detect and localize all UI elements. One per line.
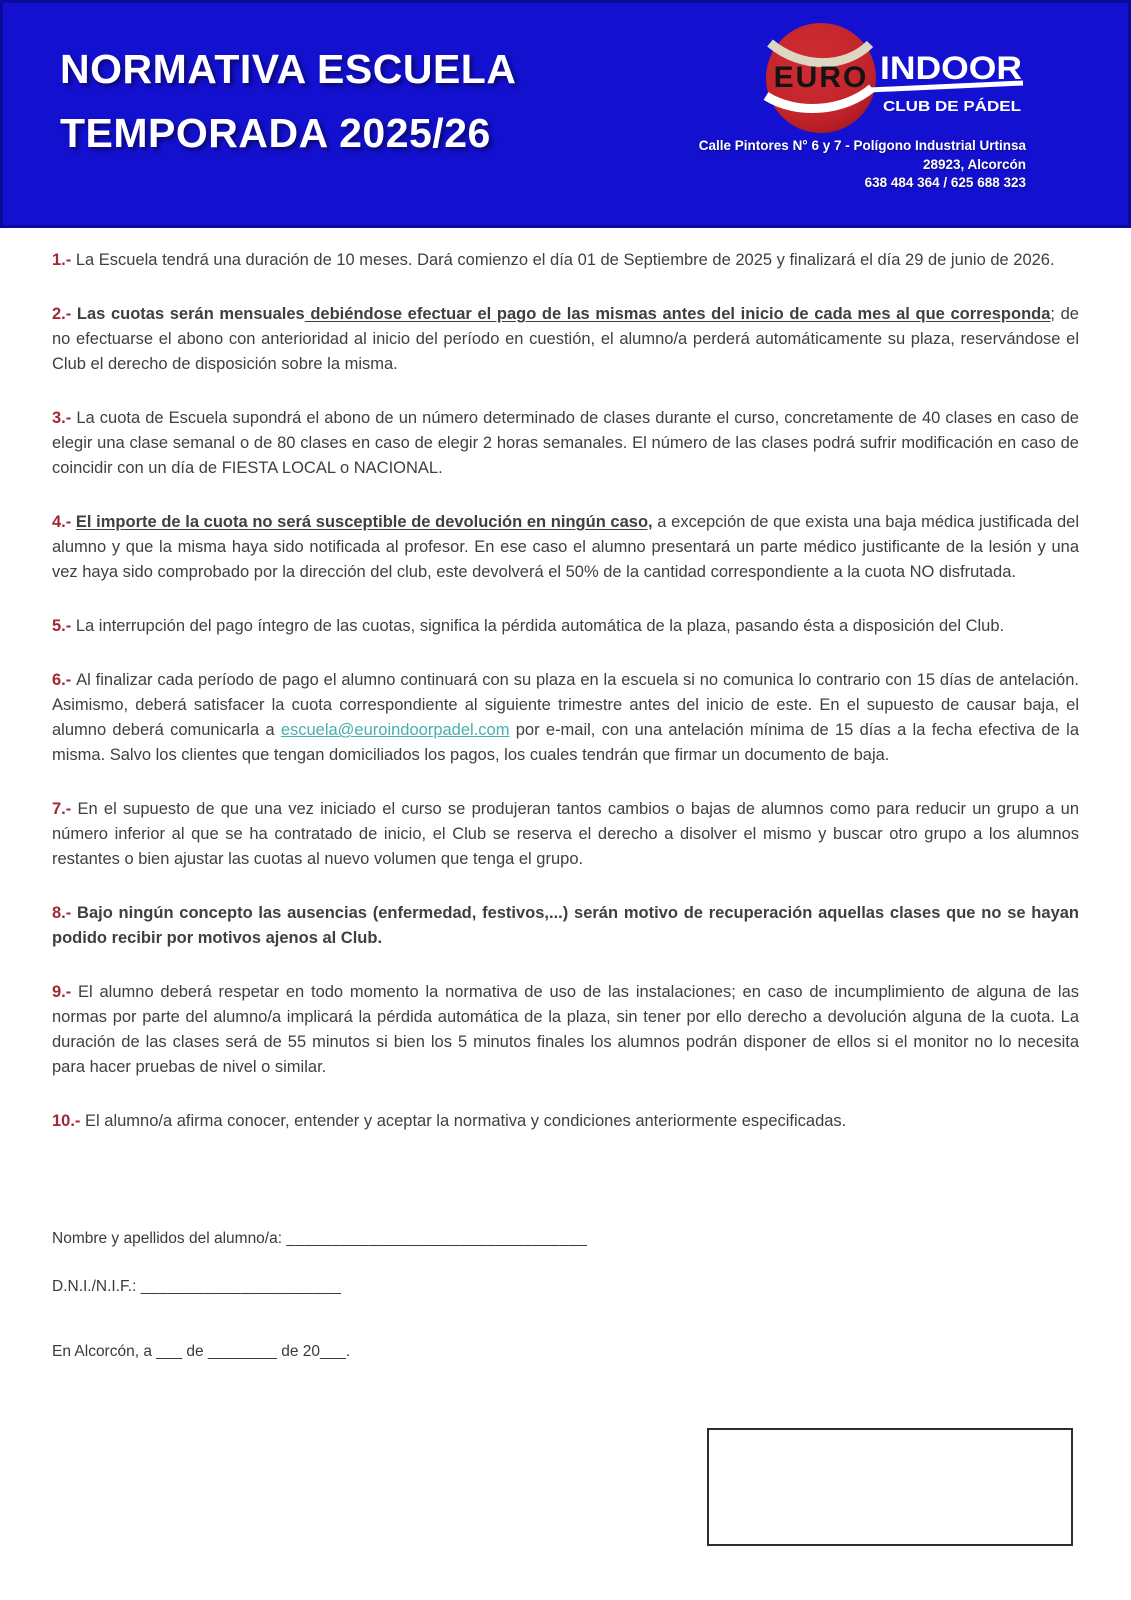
signature-box[interactable]	[707, 1428, 1073, 1546]
rule-text-segment: a excepción de que exista una baja médica justificada del alumno y que la misma haya sido notificada al profesor. En ese caso el alumno presentará un parte médico justificante de la lesión y una vez haya sido comprobado por la dirección del club, este devolverá el 50% de la cantidad correspondiente a la cuota NO disfrutada.	[52, 513, 1080, 581]
title-line-2: TEMPORADA 2025/26	[60, 110, 491, 156]
email-link[interactable]: escuela@euroindoorpadel.com	[280, 721, 510, 739]
rule-number: 9.-	[52, 983, 79, 1001]
dni-line	[52, 1278, 1079, 1296]
rule-text-segment: El alumno deberá respetar en todo momento la normativa de uso de las instalaciones; en caso de incumplimiento de alguna de las normas por parte del alumno/a implicará la pérdida automática de la plaza, sin tener por ello derecho a devolución alguna de la cuota. La duración de las clases será de 55 minutos si bien los 5 minutos finales los alumnos podrán disponer de ellos si el monitor no lo necesita para hacer pruebas de nivel o similar.	[52, 983, 1080, 1076]
rule-text-segment: El importe de la cuota no será susceptible de devolución en ningún caso,	[75, 513, 653, 531]
rule-text-segment: Al finalizar cada período de pago el alumno continuará con su plaza en la escuela si no comunica lo contrario con 15 días de antelación. Asimismo, deberá satisfacer la cuota correspondiente al siguiente trimestre antes del inicio de este. En el supuesto de causar baja, el alumno deberá comunicarla a	[52, 671, 1079, 739]
rule-text-segment: debiéndose efectuar el pago de las mismas antes del inicio de cada mes al que corresponda	[304, 305, 1051, 323]
rule-9	[52, 980, 1079, 1080]
rule-text-segment: La Escuela tendrá una duración de 10 meses. Dará comienzo el día 01 de Septiembre de 2025 y finalizará el día 29 de junio de 2026.	[75, 251, 1055, 269]
rules-list	[0, 228, 1131, 1134]
club-brand-block	[643, 3, 1026, 228]
rule-text-segment: El alumno/a afirma conocer, entender y aceptar la normativa y condiciones anteriormente especificadas.	[85, 1112, 847, 1130]
rule-number: 5.-	[52, 617, 76, 635]
rule-number: 8.-	[52, 904, 78, 922]
rule-2	[52, 302, 1079, 377]
rule-number: 7.-	[52, 800, 78, 818]
rule-text-segment: La interrupción del pago íntegro de las cuotas, significa la pérdida automática de la plaza, pasando ésta a disposición del Club.	[75, 617, 1005, 635]
rule-number: 10.-	[52, 1112, 86, 1130]
logo-tagline-text: CLUB DE PÁDEL	[883, 98, 1021, 115]
logo-euro-text: EURO	[773, 61, 869, 94]
rule-3	[52, 406, 1079, 481]
date-line	[52, 1343, 1079, 1361]
club-phone-numbers: 638 484 364 / 625 688 323	[864, 175, 1026, 190]
club-logo-icon	[643, 3, 1026, 143]
rule-text-segment: La cuota de Escuela supondrá el abono de un número determinado de clases durante el curso, concretamente de 40 clases en caso de elegir una clase semanal o de 80 clases en caso de elegir 2 horas semanales. El número de las clases podrá sufrir modificación en caso de coincidir con un día de FIESTA LOCAL o NACIONAL.	[52, 409, 1079, 477]
rule-number: 3.-	[52, 409, 77, 427]
rule-4	[52, 510, 1079, 585]
club-address-line2: 28923, Alcorcón	[922, 156, 1026, 172]
title-line-1: NORMATIVA ESCUELA	[60, 46, 517, 92]
rule-number: 2.-	[52, 305, 77, 323]
logo-indoor-text: INDOOR	[880, 50, 1022, 86]
document-header	[0, 0, 1131, 228]
student-name-blank[interactable]: _________________________________	[286, 1230, 588, 1247]
rule-6	[52, 668, 1079, 768]
dni-blank[interactable]: ______________________	[140, 1278, 342, 1295]
page-title	[60, 37, 516, 165]
rule-10	[52, 1109, 1079, 1134]
rule-5	[52, 614, 1079, 639]
rule-8	[52, 901, 1079, 951]
rule-7	[52, 797, 1079, 872]
rule-text-segment: ; de no efectuarse el abono con anterioridad al inicio del período en cuestión, el alumno/a perderá automáticamente su plaza, reservándose el Club el derecho de disposición sobre la misma.	[52, 305, 1079, 373]
rule-text-segment: En el supuesto de que una vez iniciado el curso se produjeran tantos cambios o bajas de alumnos como para reducir un grupo a un número inferior al que se ha contratado de inicio, el Club se reserva el derecho a disolver el mismo y buscar otro grupo a los alumnos restantes o bien ajustar las cuotas al nuevo volumen que tenga el grupo.	[52, 800, 1079, 868]
club-address-block	[699, 137, 1026, 193]
rule-text-segment: Las cuotas serán mensuales	[76, 305, 305, 323]
date-text: En Alcorcón, a ___ de ________ de 20___.	[52, 1343, 351, 1360]
rule-number: 6.-	[52, 671, 77, 689]
dni-label: D.N.I./N.I.F.:	[52, 1278, 141, 1295]
club-address-line1: Calle Pintores N° 6 y 7 - Polígono Industrial Urtinsa	[698, 138, 1026, 153]
rule-1	[52, 248, 1079, 273]
student-name-label: Nombre y apellidos del alumno/a:	[52, 1230, 287, 1247]
rule-number: 4.-	[52, 513, 76, 531]
signature-form	[0, 1230, 1131, 1361]
student-name-line	[52, 1230, 1079, 1248]
rule-text-segment: por e-mail, con una antelación mínima de 15 días a la fecha efectiva de la misma. Salvo los clientes que tengan domiciliados los pagos, los cuales tendrán que firmar un documento de baja.	[52, 721, 1080, 764]
rule-text-segment: Bajo ningún concepto las ausencias (enfermedad, festivos,...) serán motivo de recuperación aquellas clases que no se hayan podido recibir por motivos ajenos al Club.	[52, 904, 1079, 947]
rule-number: 1.-	[52, 251, 76, 269]
